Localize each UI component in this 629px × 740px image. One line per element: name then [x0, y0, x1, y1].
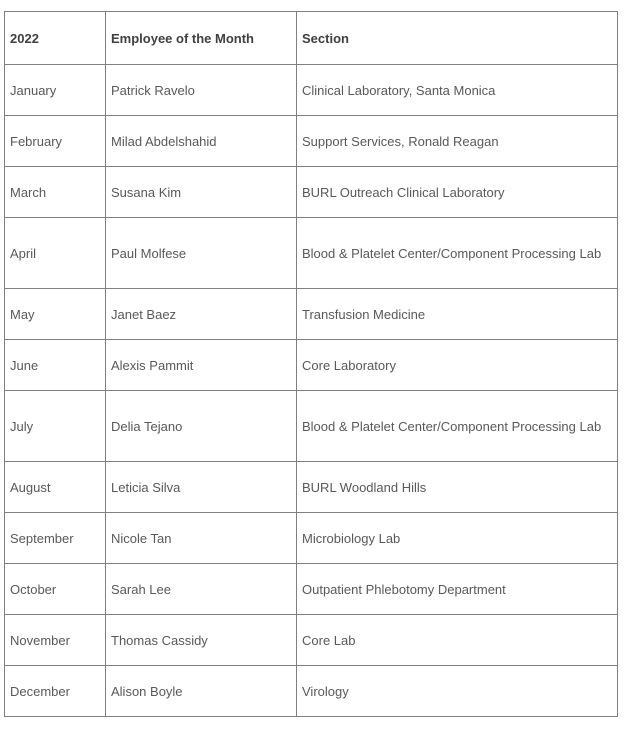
- cell-month: January: [5, 65, 106, 116]
- cell-employee: Nicole Tan: [106, 513, 297, 564]
- cell-employee: Alexis Pammit: [106, 340, 297, 391]
- cell-employee: Sarah Lee: [106, 564, 297, 615]
- cell-month: March: [5, 167, 106, 218]
- cell-employee: Janet Baez: [106, 289, 297, 340]
- column-header-year: 2022: [5, 12, 106, 65]
- table-row: [5, 218, 618, 289]
- cell-employee: Thomas Cassidy: [106, 615, 297, 666]
- cell-section: Transfusion Medicine: [297, 289, 618, 340]
- table-row: [5, 513, 618, 564]
- cell-section: Outpatient Phlebotomy Department: [297, 564, 618, 615]
- cell-month: February: [5, 116, 106, 167]
- cell-section: Support Services, Ronald Reagan: [297, 116, 618, 167]
- cell-section: Virology: [297, 666, 618, 717]
- table-row: [5, 65, 618, 116]
- cell-employee: Alison Boyle: [106, 666, 297, 717]
- table-row: [5, 116, 618, 167]
- table-row: [5, 167, 618, 218]
- cell-section: Core Laboratory: [297, 340, 618, 391]
- table-row: [5, 391, 618, 462]
- cell-section: BURL Woodland Hills: [297, 462, 618, 513]
- cell-employee: Paul Molfese: [106, 218, 297, 289]
- cell-section: Clinical Laboratory, Santa Monica: [297, 65, 618, 116]
- cell-employee: Delia Tejano: [106, 391, 297, 462]
- cell-section: BURL Outreach Clinical Laboratory: [297, 167, 618, 218]
- table-body: [5, 65, 618, 717]
- cell-section: Core Lab: [297, 615, 618, 666]
- cell-month: September: [5, 513, 106, 564]
- table-row: [5, 615, 618, 666]
- cell-section: Blood & Platelet Center/Component Processing Lab: [297, 218, 618, 289]
- employee-of-the-month-table: [4, 11, 618, 717]
- table-row: [5, 289, 618, 340]
- cell-month: November: [5, 615, 106, 666]
- table-row: [5, 462, 618, 513]
- table-row: [5, 564, 618, 615]
- cell-employee: Susana Kim: [106, 167, 297, 218]
- cell-employee: Leticia Silva: [106, 462, 297, 513]
- cell-month: December: [5, 666, 106, 717]
- cell-section: Microbiology Lab: [297, 513, 618, 564]
- cell-month: April: [5, 218, 106, 289]
- cell-month: May: [5, 289, 106, 340]
- column-header-employee: Employee of the Month: [106, 12, 297, 65]
- cell-employee: Milad Abdelshahid: [106, 116, 297, 167]
- column-header-section: Section: [297, 12, 618, 65]
- cell-section: Blood & Platelet Center/Component Processing Lab: [297, 391, 618, 462]
- employee-of-the-month-table-container: [4, 11, 617, 717]
- table-row: [5, 666, 618, 717]
- cell-employee: Patrick Ravelo: [106, 65, 297, 116]
- table-header-row: [5, 12, 618, 65]
- cell-month: October: [5, 564, 106, 615]
- cell-month: June: [5, 340, 106, 391]
- table-row: [5, 340, 618, 391]
- table-header: [5, 12, 618, 65]
- cell-month: July: [5, 391, 106, 462]
- cell-month: August: [5, 462, 106, 513]
